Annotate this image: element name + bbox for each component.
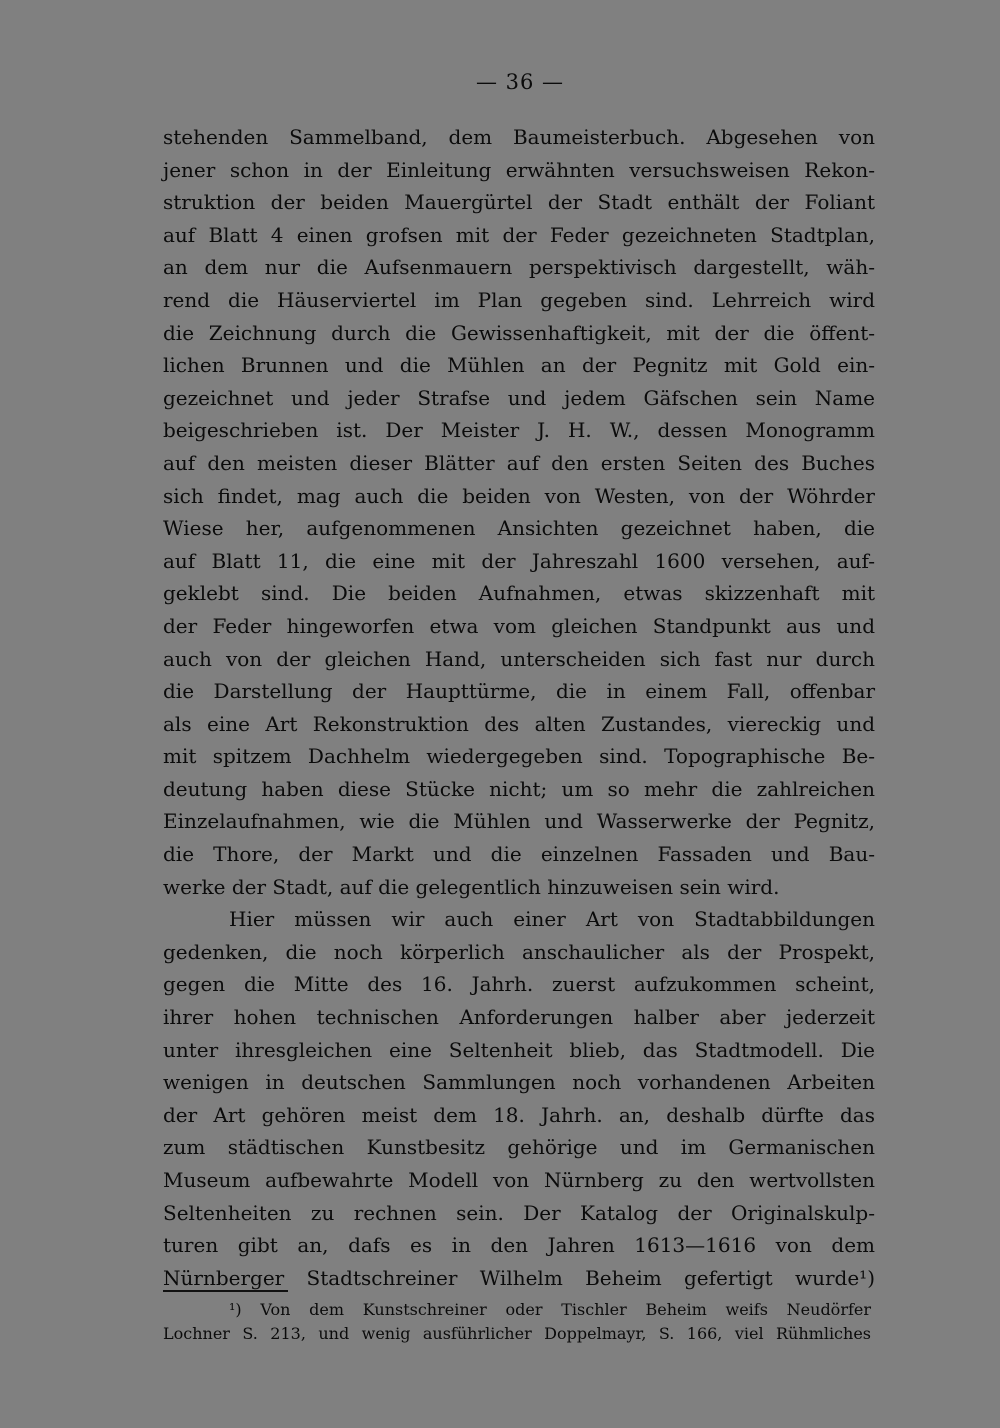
text-line: turen gibt an, dafs es in den Jahren 1613—1616 von dem — [163, 1233, 875, 1258]
text-line: unter ihresgleichen eine Seltenheit blieb, das Stadtmodell. Die — [163, 1037, 875, 1062]
text-line: Museum aufbewahrte Modell von Nürnberg zu den wertvollsten — [163, 1168, 875, 1192]
text-line: lichen Brunnen und die Mühlen an der Pegnitz mit Gold ein- — [163, 353, 875, 378]
text-line: auf den meisten dieser Blätter auf den ersten Seiten des Buches — [163, 450, 875, 475]
text-line: als eine Art Rekonstruktion des alten Zustandes, viereckig und — [163, 711, 875, 736]
text-line: Seltenheiten zu rechnen sein. Der Katalog der Originalskulp- — [163, 1200, 875, 1225]
text-line: sich findet, mag auch die beiden von Westen, von der Wöhrder — [163, 483, 875, 508]
text-line: rend die Häuserviertel im Plan gegeben sind. Lehrreich wird — [163, 287, 875, 312]
paragraph-end-line: werke der Stadt, auf die gelegentlich hinzuweisen sein wird. — [163, 874, 780, 899]
text-line: deutung haben diese Stücke nicht; um so mehr die zahlreichen — [163, 776, 875, 801]
text-line: gegen die Mitte des 16. Jahrh. zuerst aufzukommen scheint, — [163, 972, 875, 997]
text-line: auf Blatt 11, die eine mit der Jahreszahl 1600 versehen, auf- — [163, 548, 875, 573]
text-line: mit spitzem Dachhelm wiedergegeben sind. Topographische Be- — [163, 744, 875, 769]
footnote-line: Lochner S. 213, und wenig ausführlicher Doppelmayr, S. 166, viel Rühmliches — [163, 1324, 871, 1343]
text-line: auch von der gleichen Hand, unterscheiden sich fast nur durch — [163, 646, 875, 671]
footnote-line: ¹) Von dem Kunstschreiner oder Tischler Beheim weifs Neudörfer — [229, 1300, 871, 1319]
text-line: geklebt sind. Die beiden Aufnahmen, etwas skizzenhaft mit — [163, 581, 875, 606]
text-line: Nürnberger Stadtschreiner Wilhelm Beheim gefertigt wurde¹) — [163, 1265, 875, 1290]
text-line: ihrer hohen technischen Anforderungen halber aber jederzeit — [163, 1005, 875, 1030]
text-line: wenigen in deutschen Sammlungen noch vorhandenen Arbeiten — [163, 1070, 875, 1095]
text-line: gezeichnet und jeder Strafse und jedem Gäfschen sein Name — [163, 385, 875, 410]
text-line: der Art gehören meist dem 18. Jahrh. an, deshalb dürfte das — [163, 1102, 875, 1127]
text-line: Wiese her, aufgenommenen Ansichten gezeichnet haben, die — [163, 516, 875, 541]
footnote-divider — [163, 1290, 288, 1292]
text-line: auf Blatt 4 einen grofsen mit der Feder gezeichneten Stadtplan, — [163, 222, 875, 247]
text-line: jener schon in der Einleitung erwähnten versuchsweisen Rekon- — [163, 157, 875, 182]
text-line: der Feder hingeworfen etwa vom gleichen Standpunkt aus und — [163, 613, 875, 638]
footnotes — [163, 1298, 871, 1346]
text-line: struktion der beiden Mauergürtel der Stadt enthält der Foliant — [163, 190, 875, 215]
text-line: die Zeichnung durch die Gewissenhaftigkeit, mit der die öffent- — [163, 320, 875, 345]
page-number: — 36 — — [475, 70, 565, 94]
text-line: die Thore, der Markt und die einzelnen Fassaden und Bau- — [163, 842, 875, 867]
paragraph-start-line: Hier müssen wir auch einer Art von Stadtabbildungen — [229, 907, 875, 932]
text-line: gedenken, die noch körperlich anschaulicher als der Prospekt, — [163, 939, 875, 964]
text-line: Einzelaufnahmen, wie die Mühlen und Wasserwerke der Pegnitz, — [163, 809, 875, 834]
text-line: an dem nur die Aufsenmauern perspektivisch dargestellt, wäh- — [163, 255, 875, 280]
text-line: die Darstellung der Haupttürme, die in einem Fall, offenbar — [163, 679, 875, 704]
text-line: stehenden Sammelband, dem Baumeisterbuch. Abgesehen von — [163, 125, 875, 149]
body-text — [163, 121, 875, 1294]
text-line: zum städtischen Kunstbesitz gehörige und im Germanischen — [163, 1135, 875, 1160]
text-line: beigeschrieben ist. Der Meister J. H. W., dessen Monogramm — [163, 418, 875, 443]
